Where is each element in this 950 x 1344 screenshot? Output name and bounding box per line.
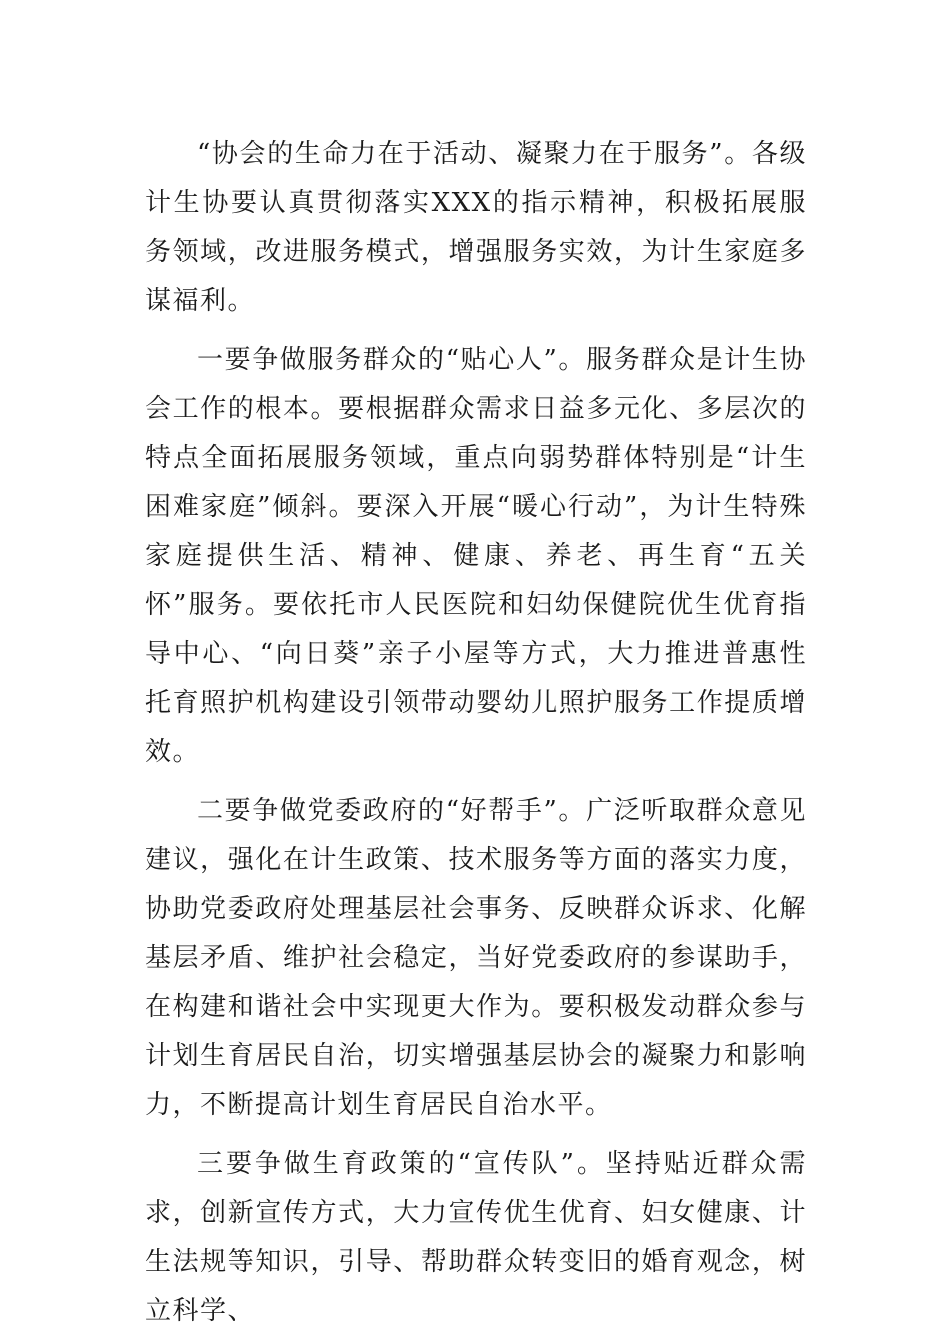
document-body — [145, 130, 807, 1336]
paragraph-two: 二要争做党委政府的“好帮手”。广泛听取群众意见建议，强化在计生政策、技术服务等方面的落实力度，协助党委政府处理基层社会事务、反映群众诉求、化解基层矛盾、维护社会稳定，当好党委政府的参谋助手，在构建和谐社会中实现更大作为。要积极发动群众参与计划生育居民自治，切实增强基层协会的凝聚力和影响力，不断提高计划生育居民自治水平。 — [145, 796, 807, 1120]
paragraph-intro: “协会的生命力在于活动、凝聚力在于服务”。各级计生协要认真贯彻落实XXX的指示精神，积极拓展服务领域，改进服务模式，增强服务实效，为计生家庭多谋福利。 — [145, 139, 807, 316]
paragraph-three: 三要争做生育政策的“宣传队”。坚持贴近群众需求，创新宣传方式，大力宣传优生优育、妇女健康、计生法规等知识，引导、帮助群众转变旧的婚育观念，树立科学、 — [145, 1149, 807, 1326]
paragraph-one: 一要争做服务群众的“贴心人”。服务群众是计生协会工作的根本。要根据群众需求日益多元化、多层次的特点全面拓展服务领域，重点向弱势群体特别是“计生困难家庭”倾斜。要深入开展“暖心行动”，为计生特殊家庭提供生活、精神、健康、养老、再生育“五关怀”服务。要依托市人民医院和妇幼保健院优生优育指导中心、“向日葵”亲子小屋等方式，大力推进普惠性托育照护机构建设引领带动婴幼儿照护服务工作提质增效。 — [145, 345, 807, 767]
